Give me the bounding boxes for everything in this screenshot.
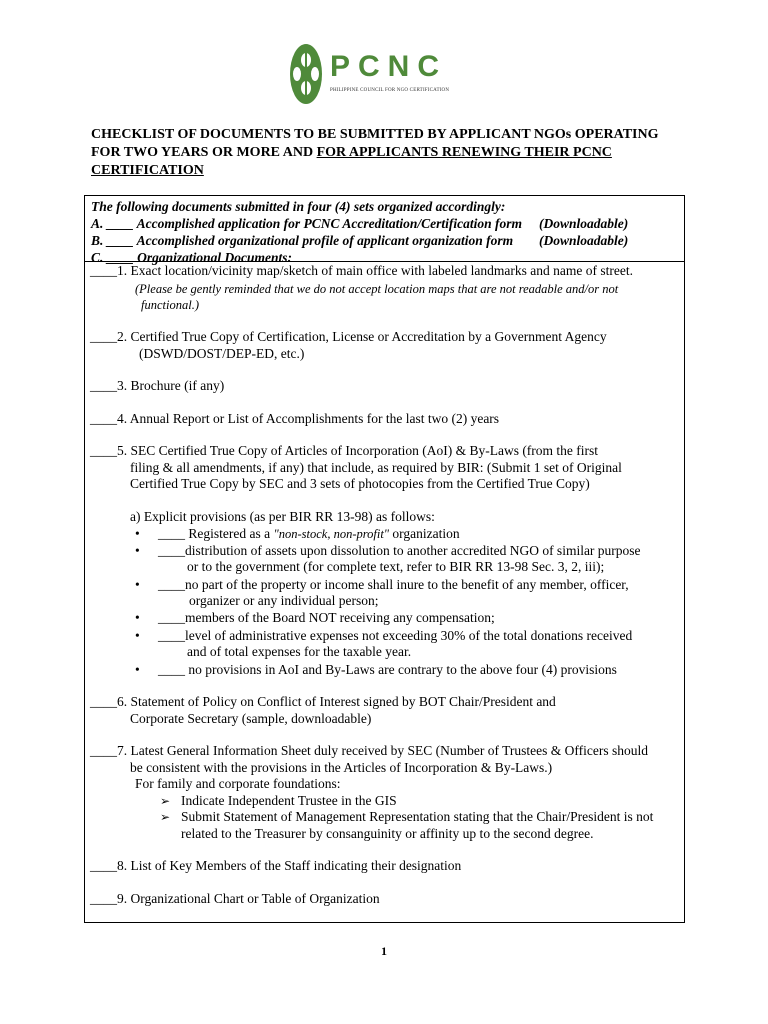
item-7-line-2: be consistent with the provisions in the Articles of Incorporation & By-Laws.) [130,760,553,775]
bullet-dot: • [135,526,140,541]
item-5-bullet-3-line-2: organizer or any individual person; [189,593,379,608]
bullet-dot: • [135,628,140,643]
item-7-line-3: For family and corporate foundations: [135,776,341,791]
bullet-dot: • [135,543,140,558]
checklist-header [85,196,684,265]
item-5-bullet-2-line-2: or to the government (for complete text, refer to BIR RR 13-98 Sec. 3, 2, iii); [187,559,605,574]
logo-subtitle: PHILIPPINE COUNCIL FOR NGO CERTIFICATION [330,88,450,93]
document-title [91,126,691,180]
item-7-line-1: ____7. Latest General Information Sheet duly received by SEC (Number of Trustees & Officers should [90,743,649,758]
item-5-subhead: a) Explicit provisions (as per BIR RR 13-98) as follows: [130,509,435,524]
bullet-1-post: organization [389,526,460,541]
item-2-line-2: (DSWD/DOST/DEP-ED, etc.) [139,346,305,361]
header-intro: The following documents submitted in four (4) sets organized accordingly: [91,199,506,214]
item-7-arrow-2-line-2: related to the Treasurer by consanguinity or affinity up to the second degree. [181,826,594,841]
header-item-b-text: B. ____ Accomplished organizational profile of applicant organization form [91,233,514,248]
item-7-arrow-2-line-1: Submit Statement of Management Representation stating that the Chair/President is not [181,809,654,824]
item-1-note-line-2: functional.) [141,298,199,312]
item-5-bullet-5-line-2: and of total expenses for the taxable year. [187,644,412,659]
arrow-bullet-icon: ➢ [160,794,171,808]
bullet-dot: • [135,610,140,625]
header-item-a-note: (Downloadable) [539,216,629,231]
item-5-bullet-1 [158,526,460,543]
item-5-line-3: Certified True Copy by SEC and 3 sets of photocopies from the Certified True Copy) [130,476,590,491]
header-item-b [91,232,684,249]
item-5-line-1: ____5. SEC Certified True Copy of Articles of Incorporation (AoI) & By-Laws (from the first [90,443,599,458]
item-5-bullet-2-line-1: ____distribution of assets upon dissolution to another accredited NGO of similar purpose [158,543,641,558]
item-1-note-line-1: (Please be gently reminded that we do not accept location maps that are not readable and/or not [135,282,619,296]
title-line-2 [91,144,691,162]
item-8: ____8. List of Key Members of the Staff indicating their designation [90,858,462,873]
header-item-c: C. ____ Organizational Documents: [91,250,293,265]
leaf-emblem-icon [286,40,326,110]
item-5-bullet-5-line-1: ____level of administrative expenses not exceeding 30% of the total donations received [158,628,633,643]
bullet-1-italic: "non-stock, non-profit" [273,527,390,541]
item-5-bullet-3-line-1: ____no part of the property or income shall inure to the benefit of any member, officer, [158,577,629,592]
bullet-1-pre: ____ Registered as a [158,526,274,541]
title-line-3: CERTIFICATION [91,163,204,178]
arrow-bullet-icon: ➢ [160,810,171,824]
checklist-box [84,195,685,923]
bullet-dot: • [135,662,140,677]
item-5-bullet-4: ____members of the Board NOT receiving any compensation; [158,610,495,625]
header-item-a-text: A. ____ Accomplished application for PCNC Accreditation/Certification form [91,216,522,231]
page-number: 1 [381,944,387,958]
title-line-1: CHECKLIST OF DOCUMENTS TO BE SUBMITTED BY APPLICANT NGOs OPERATING [91,127,659,142]
item-9: ____9. Organizational Chart or Table of Organization [90,891,380,906]
item-5-bullet-6: ____ no provisions in AoI and By-Laws are contrary to the above four (4) provisions [158,662,617,677]
item-7-arrow-1: Indicate Independent Trustee in the GIS [181,793,397,808]
item-6-line-2: Corporate Secretary (sample, downloadable) [130,711,372,726]
header-item-a [91,215,684,232]
bullet-dot: • [135,577,140,592]
item-1: ____1. Exact location/vicinity map/sketch of main office with labeled landmarks and name of street. [90,263,633,278]
title-line-2-underlined: FOR APPLICANTS RENEWING THEIR PCNC [316,145,612,160]
logo-text: PCNC [330,50,448,83]
item-6-line-1: ____6. Statement of Policy on Conflict of Interest signed by BOT Chair/President and [90,694,556,709]
item-4: ____4. Annual Report or List of Accomplishments for the last two (2) years [90,411,500,426]
pcnc-logo [286,40,450,112]
item-3: ____3. Brochure (if any) [90,378,225,393]
header-item-b-note: (Downloadable) [539,233,629,248]
title-line-2-plain: FOR TWO YEARS OR MORE AND [91,145,317,160]
item-5-line-2: filing & all amendments, if any) that include, as required by BIR: (Submit 1 set of Original [130,460,622,475]
item-2-line-1: ____2. Certified True Copy of Certification, License or Accreditation by a Government Agency [90,329,607,344]
